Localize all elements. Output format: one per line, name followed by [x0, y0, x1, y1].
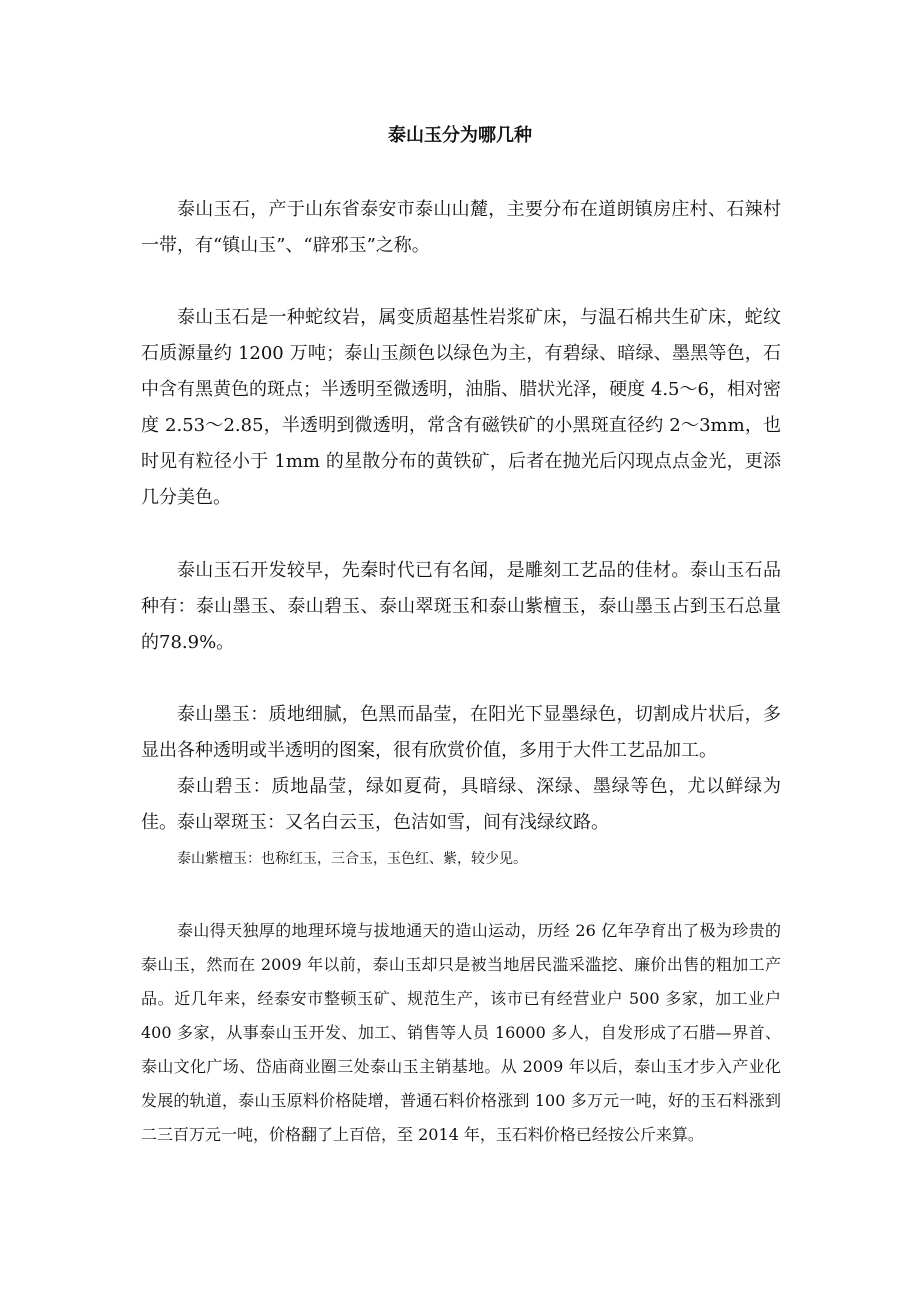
paragraph-biyu: 泰山碧玉：质地晶莹，绿如夏荷，具暗绿、深绿、墨绿等色，尤以鲜绿为佳。: [141, 776, 781, 833]
paragraph-properties: 泰山玉石是一种蛇纹岩，属变质超基性岩浆矿床，与温石棉共生矿床，蛇纹石质源量约 1200 万吨；泰山玉颜色以绿色为主，有碧绿、暗绿、墨黑等色，石中含有黑黄色的斑点；半透明至微透明，油脂、腊状光泽，硬度 4.5～6，相对密度 2.53～2.85，半透明到微透明，常含有磁铁矿的小黑斑直径约 2～3mm，也时见有粒径小于 1mm 的星散分布的黄铁矿，后者在抛光后闪现点点金光，更添几分美色。: [141, 307, 781, 508]
paragraph-zitanyu: 泰山紫檀玉：也称红玉，三合玉，玉色红、紫，较少见。: [177, 851, 527, 867]
paragraph-varieties: 泰山玉石开发较早，先秦时代已有名闻，是雕刻工艺品的佳材。泰山玉石品种有：泰山墨玉、泰山碧玉、泰山翠斑玉和泰山紫檀玉，泰山墨玉占到玉石总量的78.9%。: [141, 560, 781, 653]
paragraph-moyu: 泰山墨玉：质地细腻，色黑而晶莹，在阳光下显墨绿色，切割成片状后，多显出各种透明或半透明的图案，很有欣赏价值，多用于大件工艺品加工。: [141, 704, 781, 761]
paragraph-cuibanyu: 泰山翠斑玉：又名白云玉，色洁如雪，间有浅绿纹路。: [177, 812, 609, 833]
document-title: 泰山玉分为哪几种: [388, 125, 532, 146]
paragraph-industry: 泰山得天独厚的地理环境与拔地通天的造山运动，历经 26 亿年孕育出了极为珍贵的泰山玉，然而在 2009 年以前，泰山玉却只是被当地居民滥采滥挖、廉价出售的粗加工产品。近几年来，经泰安市整顿玉矿、规范生产，该市已有经营业户 500 多家，加工业户 400 多家，从事泰山玉开发、加工、销售等人员 16000 多人，自发形成了石腊—界首、泰山文化广场、岱庙商业圈三处泰山玉主销基地。从 2009 年以后，泰山玉才步入产业化发展的轨道，泰山玉原料价格陡增，普通石料价格涨到 100 多万元一吨，好的玉石料涨到二三百万元一吨，价格翻了上百倍，至 2014 年，玉石料价格已经按公斤来算。: [141, 921, 781, 1144]
paragraph-origin: 泰山玉石，产于山东省泰安市泰山山麓，主要分布在道朗镇房庄村、石辣村一带，有“镇山玉”、“辟邪玉”之称。: [141, 199, 781, 256]
